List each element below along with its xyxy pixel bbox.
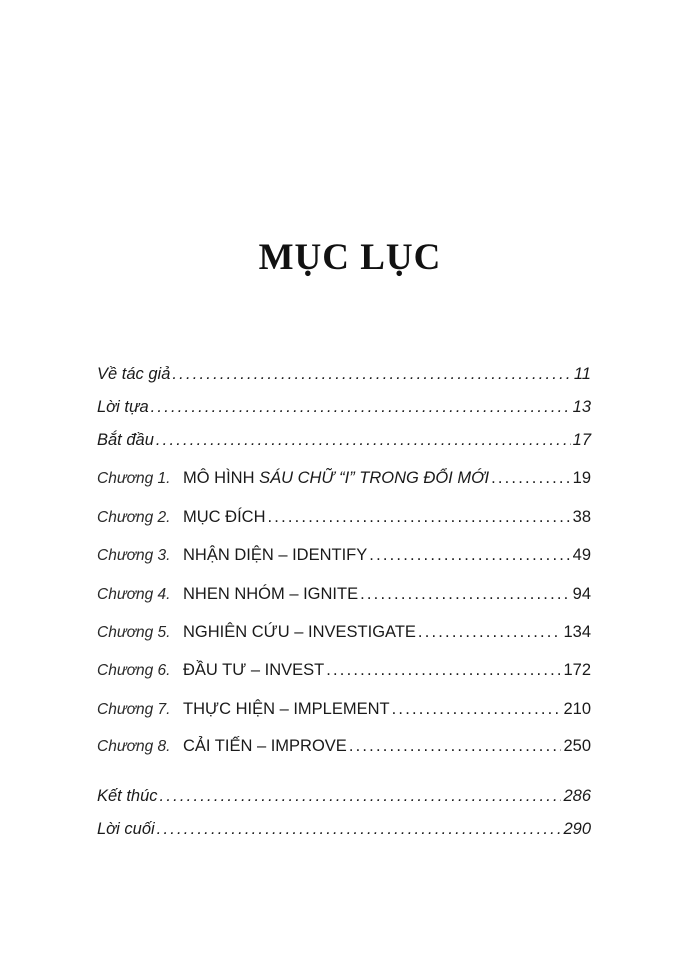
chapter-title: NHẬN DIỆN – IDENTIFY	[183, 546, 368, 564]
toc-chapter-5[interactable]	[97, 623, 591, 647]
toc-chapter-2[interactable]	[97, 508, 591, 532]
dot-leader	[160, 787, 562, 806]
toc-entry-about-author[interactable]	[97, 365, 591, 389]
dot-leader	[418, 623, 562, 642]
chapter-label: Chương 8.	[97, 738, 171, 755]
dot-leader	[156, 431, 571, 450]
chapter-title: NGHIÊN CỨU – INVESTIGATE	[183, 623, 416, 641]
toc-entry-afterword[interactable]	[97, 820, 591, 844]
dot-leader	[349, 737, 562, 756]
toc-page-number: 19	[572, 469, 591, 487]
dot-leader	[326, 661, 561, 680]
dot-leader	[392, 700, 562, 719]
chapter-label: Chương 5.	[97, 624, 171, 641]
toc-entry-title: Bắt đầu	[97, 431, 154, 449]
toc-chapter-4[interactable]	[97, 585, 591, 609]
toc-page-number: 11	[573, 365, 591, 383]
chapter-label: Chương 3.	[97, 547, 171, 564]
page-title: MỤC LỤC	[258, 237, 442, 278]
chapter-label: Chương 1.	[97, 470, 171, 487]
toc-entry-title: Lời cuối	[97, 820, 155, 838]
chapter-title: NHEN NHÓM – IGNITE	[183, 585, 359, 603]
dot-leader	[268, 508, 571, 527]
dot-leader	[360, 585, 571, 604]
dot-leader	[369, 546, 570, 565]
chapter-label: Chương 2.	[97, 509, 171, 526]
chapter-title: CẢI TIẾN – IMPROVE	[183, 737, 347, 755]
toc-chapter-6[interactable]	[97, 661, 591, 685]
dot-leader	[157, 820, 562, 839]
toc-page-number: 286	[563, 787, 591, 805]
toc-entry-title: Lời tựa	[97, 398, 149, 416]
chapter-label: Chương 6.	[97, 662, 171, 679]
toc-chapter-3[interactable]	[97, 546, 591, 570]
toc-page-number: 134	[563, 623, 591, 641]
chapter-title: ĐẦU TƯ – INVEST	[183, 661, 325, 679]
toc-page-number: 17	[572, 431, 591, 449]
chapter-title-italic: SÁU CHỮ “I” TRONG ĐỔI MỚI	[259, 469, 490, 487]
toc-page-number: 210	[563, 700, 591, 718]
toc-entry-preface[interactable]	[97, 398, 591, 422]
chapter-title-plain: MÔ HÌNH	[183, 469, 260, 487]
toc-page-number: 172	[563, 661, 591, 679]
toc-chapter-7[interactable]	[97, 700, 591, 724]
chapter-title: MỤC ĐÍCH	[183, 508, 266, 526]
chapter-label: Chương 4.	[97, 586, 171, 603]
toc-chapter-1[interactable]	[97, 469, 591, 493]
toc-page-number: 94	[572, 585, 591, 603]
dot-leader	[151, 398, 571, 417]
toc-chapter-8[interactable]	[97, 737, 591, 761]
toc-page-number: 250	[563, 737, 591, 755]
dot-leader	[491, 469, 571, 488]
chapter-title: THỰC HIỆN – IMPLEMENT	[183, 700, 390, 718]
chapter-label: Chương 7.	[97, 701, 171, 718]
toc-page-number: 290	[563, 820, 591, 838]
toc-entry-title: Về tác giả	[97, 365, 171, 383]
toc-entry-introduction[interactable]	[97, 431, 591, 455]
dot-leader	[172, 365, 571, 384]
toc-page-number: 13	[572, 398, 591, 416]
chapter-title	[183, 469, 489, 488]
toc-entry-title: Kết thúc	[97, 787, 158, 805]
toc-entry-conclusion[interactable]	[97, 787, 591, 811]
toc-page-number: 38	[572, 508, 591, 526]
toc-page-number: 49	[572, 546, 591, 564]
